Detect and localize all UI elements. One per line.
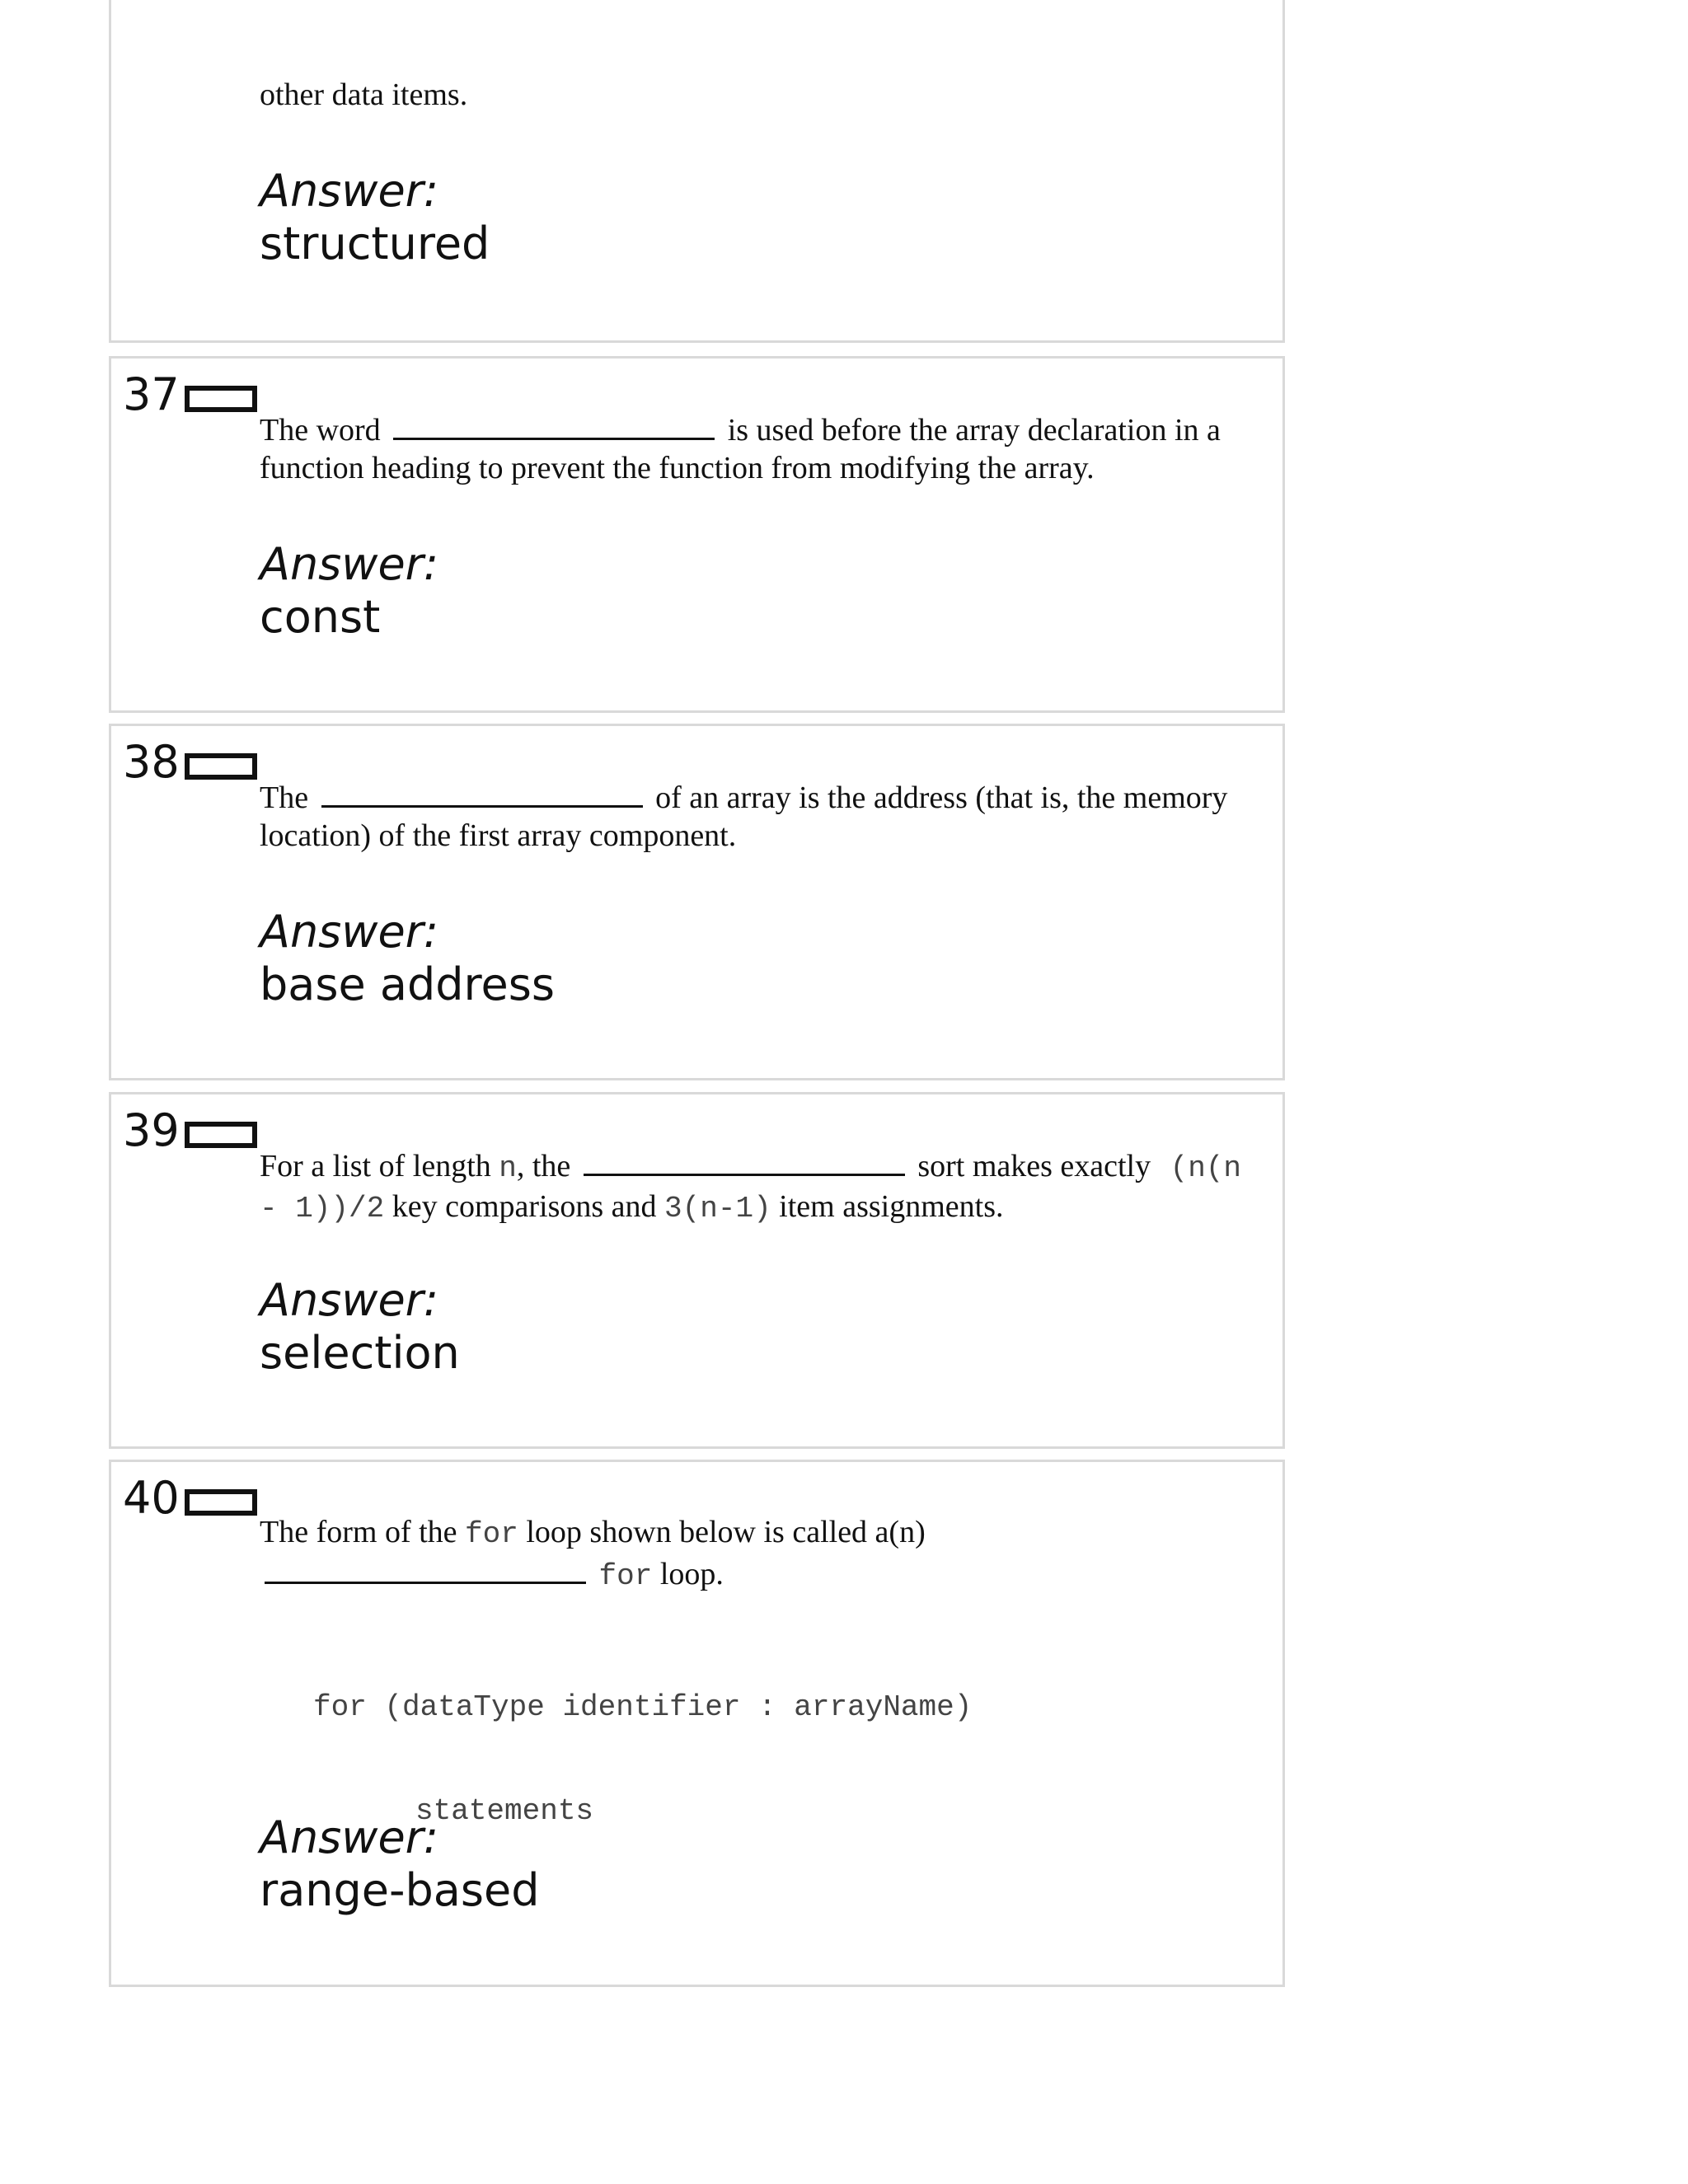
question-text-end: item assignments. [779,1189,1004,1224]
question-number [123,370,257,419]
question-number [123,1474,257,1523]
question-text-line: other data items. [260,77,468,112]
answer-value: base address [260,958,556,1010]
answer-checkbox[interactable] [185,1489,257,1516]
code-line-1: for (dataType identifier : arrayName) [313,1690,973,1724]
question-number [123,738,257,787]
question-text-line2: location) of the first array component. [260,818,737,853]
answer-value: selection [260,1327,460,1379]
question-card-36 [109,0,1285,343]
question-text [260,1146,1250,1228]
answer-checkbox[interactable] [185,386,257,412]
question-text-tail [260,76,1250,114]
code-formula-c: 3(n-1) [664,1192,771,1226]
question-text-mid2: key comparisons and [392,1189,657,1224]
question-text-mid: , the [516,1149,571,1183]
answer-label: Answer: [260,1811,439,1863]
question-text-pre: For a list of length [260,1149,491,1183]
answer-value: structured [260,218,490,269]
question-text-pre: The [260,780,309,815]
fill-in-blank [584,1146,905,1176]
answer-label: Answer: [260,906,439,958]
question-text-post: of an array is the address (that is, the memory [655,780,1228,815]
fill-in-blank [321,777,643,808]
answer-checkbox[interactable] [185,1122,257,1148]
question-text-pre: The form of the [260,1515,457,1549]
question-text [260,410,1250,487]
question-card-37 [109,356,1285,713]
answer-label: Answer: [260,1274,439,1326]
code-formula-a: (n(n [1170,1151,1242,1185]
code-variable-n: n [499,1151,517,1185]
question-number-label: 38 [123,736,180,788]
question-card-40 [109,1460,1285,1987]
code-line-2: statements [415,1794,594,1828]
answer-value: const [260,591,381,643]
question-number-label: 39 [123,1104,180,1156]
code-keyword-for-2: for [598,1559,653,1593]
question-text-end: loop. [659,1557,724,1591]
question-text-post: loop shown below is called a(n) [526,1515,926,1549]
code-formula-b: - 1))/2 [260,1192,385,1226]
question-card-38 [109,724,1285,1080]
question-number [123,1106,257,1155]
question-text-post: sort makes exactly [917,1149,1151,1183]
question-text-post: is used before the array declaration in a [727,413,1221,448]
question-text-line2: function heading to prevent the function from modifying the array. [260,451,1095,485]
question-text-pre: The word [260,413,381,448]
fill-in-blank [265,1554,586,1584]
question-text [260,777,1250,855]
code-keyword-for: for [465,1517,518,1551]
answer-label: Answer: [260,165,439,217]
answer-value: range-based [260,1864,540,1916]
question-text [260,1513,1250,1596]
question-number-label: 37 [123,368,180,420]
question-number-label: 40 [123,1472,180,1524]
answer-checkbox[interactable] [185,753,257,780]
fill-in-blank [393,410,715,440]
answer-label: Answer: [260,538,439,590]
question-card-39 [109,1092,1285,1449]
